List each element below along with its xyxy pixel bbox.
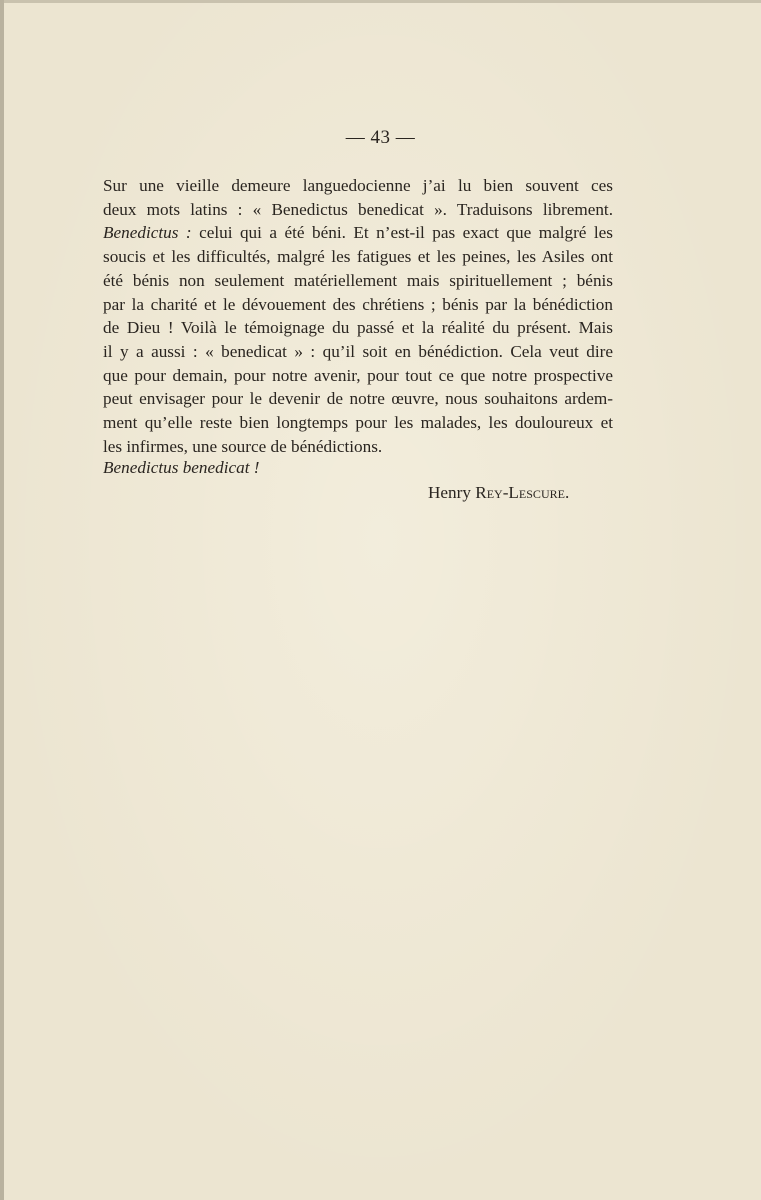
text-line: soucis et les difficultés, malgré les fatigues et les peines, les Asiles ont bbox=[103, 247, 613, 267]
text-line: ment qu’elle reste bien longtemps pour les malades, les douloureux et bbox=[103, 413, 613, 433]
page-edge-left bbox=[0, 0, 4, 1200]
text-line bbox=[103, 221, 613, 245]
author-last-name: Rey-Lescure. bbox=[475, 483, 570, 502]
text-line-rest: celui qui a été béni. Et n’est-il pas exact que malgré les bbox=[191, 223, 613, 243]
page-number: — 43 — bbox=[345, 127, 416, 148]
text-line: que pour demain, pour notre avenir, pour tout ce que notre prospective bbox=[103, 365, 613, 385]
text-line: peut envisager pour le devenir de notre œuvre, nous souhaitons ardem- bbox=[103, 389, 613, 409]
author-signature bbox=[428, 483, 569, 503]
text-line: les infirmes, une source de bénédictions. bbox=[103, 436, 383, 456]
page-edge-top bbox=[0, 0, 761, 3]
text-line: il y a aussi : « benedicat » : qu’il soit en bénédiction. Cela veut dire bbox=[103, 341, 613, 361]
text-line: par la charité et le dévouement des chrétiens ; bénis par la bénédiction bbox=[103, 294, 613, 314]
text-line: été bénis non seulement matériellement mais spirituellement ; bénis bbox=[103, 270, 613, 290]
text-line: Sur une vieille demeure languedocienne j’ai lu bien souvent ces bbox=[103, 176, 613, 195]
italic-term: Benedictus : bbox=[103, 223, 192, 243]
text-line: deux mots latins : « Benedictus benedicat ». Traduisons librement. bbox=[103, 199, 613, 219]
text-line: de Dieu ! Voilà le témoignage du passé et la réalité du présent. Mais bbox=[103, 318, 613, 338]
author-first-name: Henry bbox=[428, 483, 476, 502]
closing-phrase: Benedictus benedicat ! bbox=[103, 458, 260, 477]
main-paragraph bbox=[103, 174, 613, 458]
